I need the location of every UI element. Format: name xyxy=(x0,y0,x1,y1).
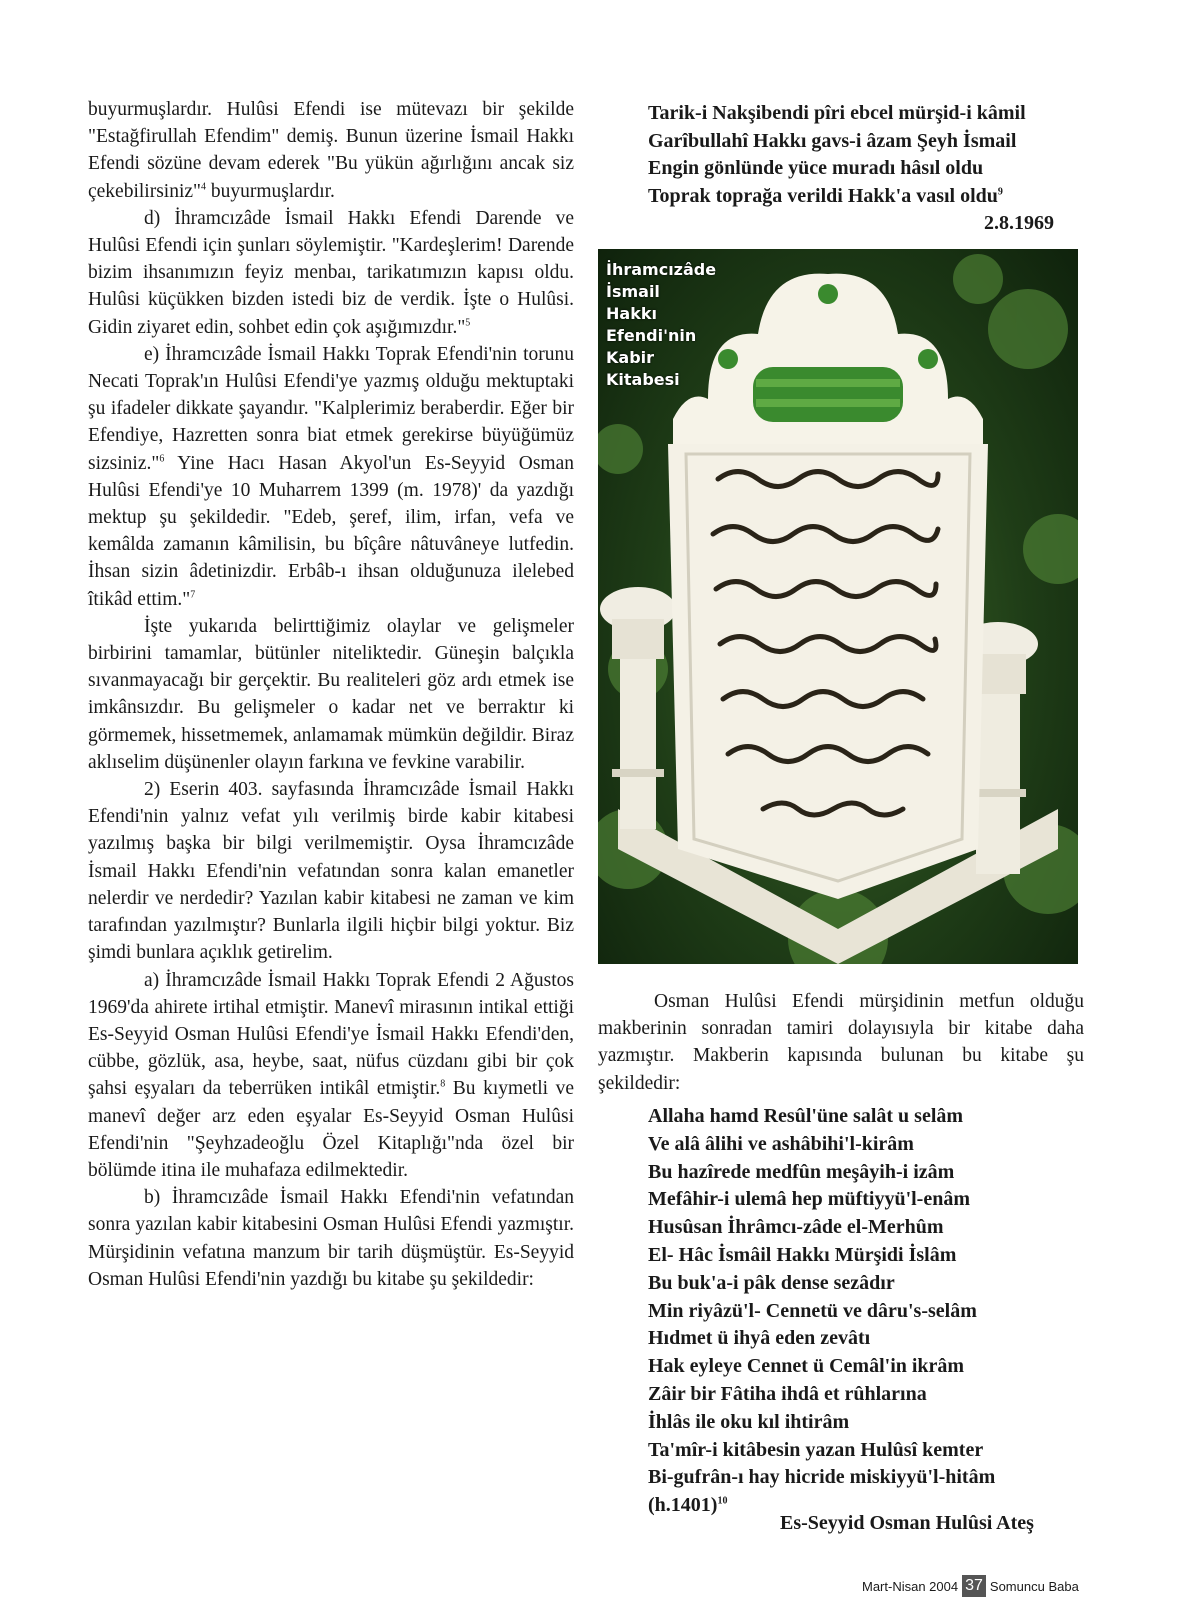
poem-line: Engin gönlünde yüce muradı hâsıl oldu xyxy=(648,157,984,179)
poem-line: Tarik-i Nakşibendi pîri ebcel mürşid-i kâmil xyxy=(648,102,1026,124)
poem-line: Zâir bir Fâtiha ihdâ et rûhlarına xyxy=(648,1382,927,1405)
footnote-ref: 8 xyxy=(440,1078,446,1090)
author-signature: Es-Seyyid Osman Hulûsi Ateş xyxy=(780,1512,1034,1534)
poem-line: Hıdmet ü ihyâ eden zevâtı xyxy=(648,1327,871,1350)
paragraph-text: buyurmuşlardır. Hulûsi Efendi ise mütevazı bir şekilde "Estağfirullah Efendim" demiş. Bunun üzerine İsmail Hakkı Efendi sözüne devam ederek "Bu yükün ağırlığını ancak siz çekebilirsiniz" xyxy=(88,99,574,202)
paragraph-text: a) İhramcızâde İsmail Hakkı Toprak Efendi 2 Ağustos 1969'da ahirete irtihal etmiştir. Manevî mirasının intikal ettiği Es-Seyyid Osman Hulûsi Efendi'ye İsmail Hakkı Efendi'den, cübbe, gözlük, asa, heybe, saat, nüfus cüzdanı gibi bir çok şahsi eşyaları da teberrüken intikâl etmiştir. xyxy=(88,969,574,1100)
poem-line: Allaha hamd Resûl'üne salât u selâm xyxy=(648,1105,964,1127)
photo-caption xyxy=(606,259,716,391)
caption-line: İsmail xyxy=(606,282,660,301)
right-column xyxy=(598,988,1084,1097)
poem-line: Bi-gufrân-ı hay hicride miskiyyü'l-hitâm xyxy=(648,1466,996,1489)
caption-line: Hakkı xyxy=(606,304,657,323)
poem-line: Garîbullahî Hakkı gavs-i âzam Şeyh İsmail xyxy=(648,129,1017,152)
poem-line xyxy=(648,183,1088,211)
inscription-poem xyxy=(648,1103,1088,1520)
poem-line: Min riyâzü'l- Cennetü ve dâru's-selâm xyxy=(648,1299,977,1322)
issue-date: Mart-Nisan 2004 xyxy=(862,1578,959,1594)
footnote-ref: 5 xyxy=(465,317,471,329)
poem-line: İhlâs ile oku kıl ihtirâm xyxy=(648,1410,850,1433)
paragraph-text: Yine Hacı Hasan Akyol'un Es-Seyyid Osman Hulûsi Efendi'ye 10 Muharrem 1399 (m. 1978)' da yazdığı mektup şu şekildedir. "Edeb, şeref, ilim, irfan, vefa ve kemâlda zamanın kâmilisin, bu bîçâre nâtuvâneye lutfedin. İhsan sizin âdetinizdir. Erbâb-ı ihsan olduğunuza ilelebed îtikâd ettim." xyxy=(88,452,574,610)
poem-line-text: (h.1401) xyxy=(648,1494,718,1517)
paragraph-text: e) İhramcızâde İsmail Hakkı Toprak Efendi'nin torunu Necati Toprak'ın Hulûsi Efendi'ye yazmış olduğu mektuptaki şu ifadeler dikkate şayandır. "Kalplerimiz beraberdir. Eğer bir Efendiye, Hazretten sonra biat etmek gerekirse büyüğümüz sizsiniz." xyxy=(88,343,574,474)
footnote-ref: 6 xyxy=(159,453,165,465)
poem-line: El- Hâc İsmâil Hakkı Mürşidi İslâm xyxy=(648,1243,957,1266)
caption-line: İhramcızâde xyxy=(606,260,717,279)
intro-paragraph: Osman Hulûsi Efendi mürşidinin metfun olduğu makberinin sonradan tamiri dolayısıyla bir kitabe daha yazmıştır. Makberin kapısında bulunan bu kitabe şu şekildedir: xyxy=(598,991,1084,1094)
paragraph-d xyxy=(88,205,574,341)
tombstone-photo xyxy=(598,249,1078,964)
epitaph-poem xyxy=(648,100,1088,210)
paragraph-a xyxy=(88,967,574,1185)
paragraph-text: Bu kıymetli ve manevî değer arz eden eşyalar Es-Seyyid Osman Hulûsi Efendi'nin "Şeyhzadeoğlu Özel Kitaplığı"nda özel bir bölümde itina ile muhafaza edilmektedir. xyxy=(88,1078,575,1181)
paragraph-b xyxy=(88,1184,574,1293)
paragraph-text: 2) Eserin 403. sayfasında İhramcızâde İsmail Hakkı Efendi'nin yalnız vefat yılı verilmiş birde kabir kitabesi yazılmış başka bir bilgi verilmemiştir. Oysa İhramcızâde İsmail Hakkı Efendi'nin vefatından sonra kalan emanetler nelerdir ve nerdedir? Yazılan kabir kitabesi ne zaman ve kim tarafından yazılmıştır? Bunlarla ilgili hiçbir bilgi yoktur. Biz şimdi bunlara açıklık getirelim. xyxy=(88,779,574,964)
magazine-name: Somuncu Baba xyxy=(989,1578,1079,1594)
paragraph-text: İşte yukarıda belirttiğimiz olaylar ve gelişmeler birbirini tamamlar, bütünler niteliktedir. Güneşin balçıkla sıvanmayacağı bir gerçektir. Bu realiteleri göz ardı etmek ise imkânsızdır. Bu gelişmeler o kadar net ve berraktır ki görmemek, hissetmemek, anlamamak mümkün değildir. Biraz aklıselim düşünenler olayın farkına ve fevkine varabilir. xyxy=(88,615,574,773)
page-number: 37 xyxy=(962,1575,986,1597)
caption-line: Efendi'nin xyxy=(606,326,697,345)
footnote-ref: 7 xyxy=(190,589,196,601)
poem-date: 2.8.1969 xyxy=(984,212,1054,234)
left-column xyxy=(88,96,574,1293)
page-footer xyxy=(862,1575,1079,1597)
paragraph-conclusion xyxy=(88,613,574,776)
poem-line: Mefâhir-i ulemâ hep müftiyyü'l-enâm xyxy=(648,1188,971,1211)
poem-line: Bu buk'a-i pâk dense sezâdır xyxy=(648,1271,895,1294)
poem-line: Hak eyleye Cennet ü Cemâl'in ikrâm xyxy=(648,1355,965,1378)
paragraph-text: buyurmuşlardır. xyxy=(206,180,335,202)
paragraph-2 xyxy=(88,776,574,966)
poem-line: Ta'mîr-i kitâbesin yazan Hulûsî kemter xyxy=(648,1438,984,1461)
poem-line: Husûsan İhrâmcı-zâde el-Merhûm xyxy=(648,1216,944,1239)
paragraph-text: d) İhramcızâde İsmail Hakkı Efendi Darende ve Hulûsi Efendi için şunları söylemiştir. "Kardeşlerim! Darende bizim ihsanımızın feyiz menbaı, tarikatımızın kapısı oldu. Hulûsi küçükken bizden istedi biz de verdik. İşte o Hulûsi. Gidin ziyaret edin, sohbet edin çok aşığımızdır." xyxy=(88,207,574,338)
poem-line: Ve alâ âlihi ve ashâbihi'l-kirâm xyxy=(648,1132,914,1155)
footnote-ref: 4 xyxy=(201,181,207,193)
poem-line-text: Toprak toprağa verildi Hakk'a vasıl oldu xyxy=(648,184,998,207)
footnote-ref: 9 xyxy=(997,185,1003,197)
caption-line: Kitabesi xyxy=(606,370,680,389)
caption-line: Kabir xyxy=(606,348,655,367)
paragraph-1 xyxy=(88,96,574,205)
left-pillar xyxy=(600,587,676,829)
paragraph-text: b) İhramcızâde İsmail Hakkı Efendi'nin vefatından sonra yazılan kabir kitabesini Osman Hulûsi Efendi yazmıştır. Mürşidinin vefatına manzum bir tarih düşmüştür. Es-Seyyid Osman Hulûsi Efendi'nin yazdığı bu kitabe şu şekildedir: xyxy=(88,1187,574,1290)
paragraph-e xyxy=(88,341,574,613)
poem-line: Bu hazîrede medfûn meşâyih-i izâm xyxy=(648,1160,955,1183)
footnote-ref: 10 xyxy=(717,1495,728,1507)
